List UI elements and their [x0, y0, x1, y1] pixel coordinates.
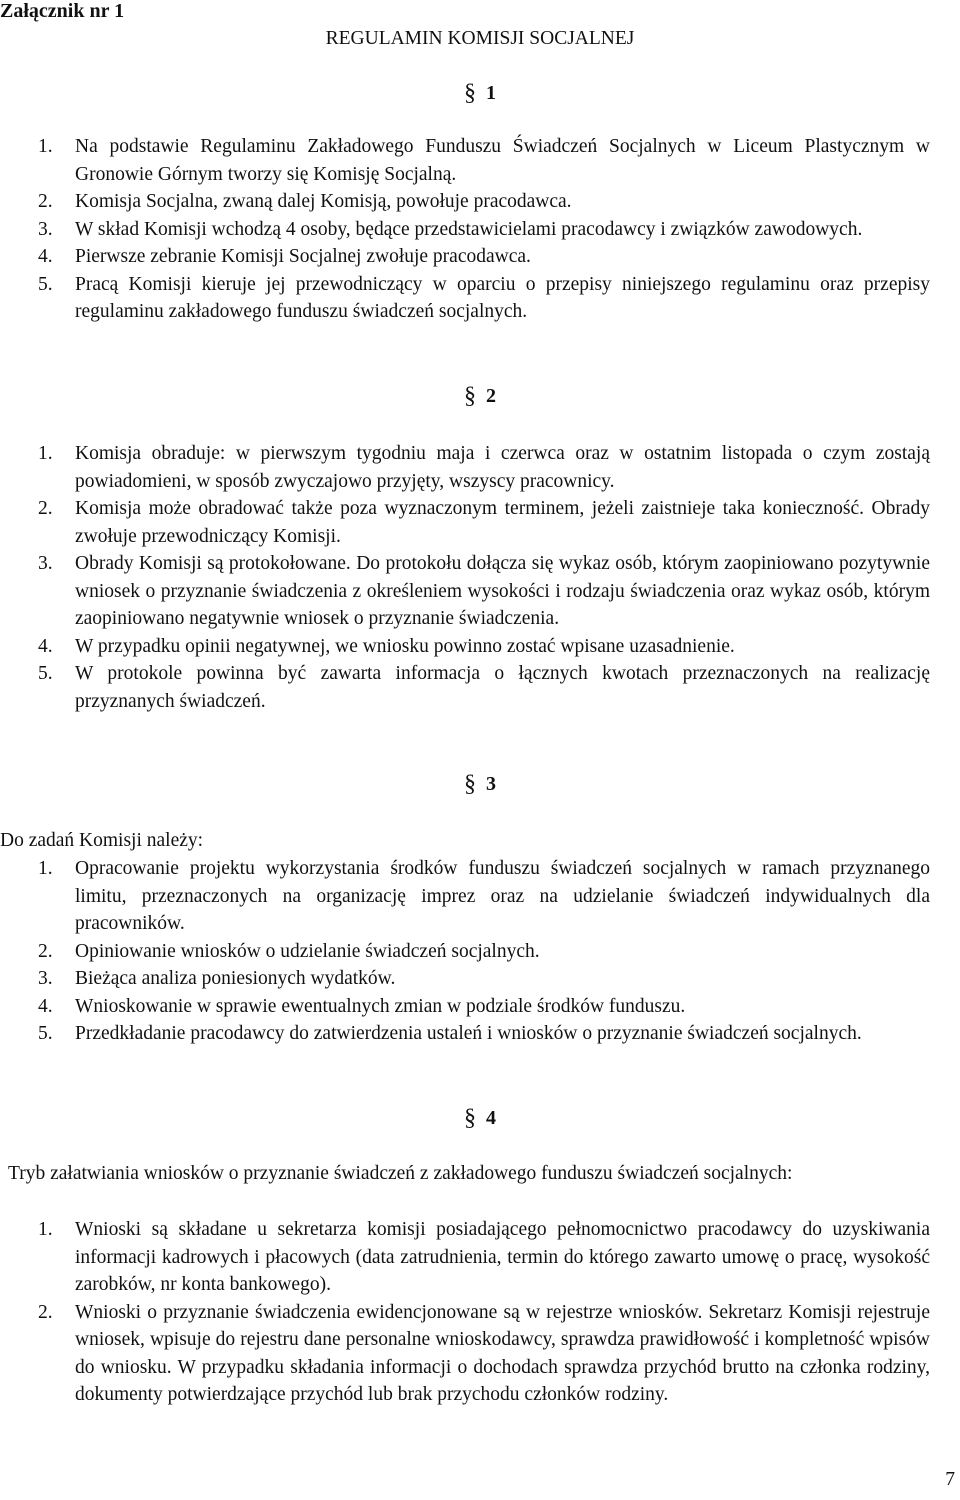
section-3-list: [0, 855, 930, 1048]
list-item: [0, 1216, 930, 1299]
document-title-text: REGULAMIN KOMISJI SOCJALNEJ: [325, 28, 635, 49]
item-number: 2.: [38, 498, 53, 519]
item-number: 4.: [38, 995, 53, 1017]
item-text: W protokole powinna być zawarta informacja o łącznych kwotach przeznaczonych na realizację przyznanych świadczeń.: [75, 663, 930, 712]
list-item: [0, 216, 930, 244]
section-number: 1: [486, 82, 496, 104]
attachment-label: Załącznik nr 1: [0, 0, 125, 22]
list-item: [0, 633, 930, 661]
section-heading-2: [0, 383, 960, 411]
page-number: 7: [945, 1469, 955, 1490]
item-number: 5.: [38, 273, 53, 295]
item-text: Przedkładanie pracodawcy do zatwierdzenia ustaleń i wniosków o przyznanie świadczeń socjalnych.: [75, 1023, 862, 1044]
document-title: [0, 25, 960, 53]
section-2-list: [0, 440, 930, 715]
item-text: Bieżąca analiza poniesionych wydatków.: [75, 968, 396, 989]
list-item: [0, 965, 930, 993]
list-item: [0, 243, 930, 271]
section-heading-3: [0, 771, 960, 799]
item-text: Wnioski o przyznanie świadczenia ewidencjonowane są w rejestrze wniosków. Sekretarz Komisji rejestruje wniosek, wpisuje do rejestru dane personalne wnioskodawcy, sprawdza prawidłowość i kompletność wpisów do wniosku. W przypadku składania informacji o dochodach sprawdza przychód brutto na członka rodziny, dokumenty potwierdzające przychód lub brak przychodu członków rodziny.: [75, 1301, 930, 1405]
section-4-intro: Tryb załatwiania wniosków o przyznanie świadczeń z zakładowego funduszu świadczeń socjalnych:: [8, 1163, 793, 1184]
item-number: 2.: [38, 1301, 53, 1323]
item-number: 3.: [38, 218, 53, 240]
section-sign-icon: §: [464, 383, 476, 409]
item-number: 5.: [38, 1023, 53, 1044]
section-sign-icon: §: [464, 1105, 476, 1131]
section-number: 4: [486, 1107, 496, 1129]
item-number: 4.: [38, 635, 53, 657]
item-text: Komisja Socjalna, zwaną dalej Komisją, powołuje pracodawca.: [75, 191, 572, 212]
item-text: W skład Komisji wchodzą 4 osoby, będące przedstawicielami pracodawcy i związków zawodowych.: [75, 218, 863, 240]
list-item: [0, 938, 930, 966]
item-number: 1.: [38, 1219, 53, 1240]
section-1-list: [0, 133, 930, 326]
item-text: Na podstawie Regulaminu Zakładowego Funduszu Świadczeń Socjalnych w Liceum Plastycznym w Gronowie Górnym tworzy się Komisję Socjalną.: [75, 136, 930, 185]
list-item: [0, 440, 930, 495]
item-number: 3.: [38, 968, 53, 989]
item-text: Pracą Komisji kieruje jej przewodniczący w oparciu o przepisy niniejszego regulaminu oraz przepisy regulaminu zakładowego funduszu świadczeń socjalnych.: [75, 273, 930, 322]
list-item: [0, 1299, 930, 1409]
list-item: [0, 133, 930, 188]
item-text: Opracowanie projektu wykorzystania środków funduszu świadczeń socjalnych w ramach przyznanego limitu, przeznaczonych na organizację imprez oraz na udzielanie świadczeń indywidualnych dla pracowników.: [75, 858, 930, 934]
list-item: [0, 993, 930, 1021]
item-number: 1.: [38, 443, 53, 464]
list-item: [0, 1020, 930, 1048]
list-item: [0, 271, 930, 326]
section-3-intro: Do zadań Komisji należy:: [0, 830, 204, 851]
item-number: 1.: [38, 136, 53, 157]
list-item: [0, 855, 930, 938]
item-text: W przypadku opinii negatywnej, we wniosku powinno zostać wpisane uzasadnienie.: [75, 635, 735, 657]
item-text: Opiniowanie wniosków o udzielanie świadczeń socjalnych.: [75, 940, 540, 962]
section-number: 3: [486, 773, 496, 795]
list-item: [0, 550, 930, 633]
list-item: [0, 495, 930, 550]
list-item: [0, 660, 930, 715]
section-sign-icon: §: [464, 771, 476, 797]
section-heading-4: [0, 1105, 960, 1133]
section-heading-1: [0, 80, 960, 108]
section-number: 2: [486, 385, 496, 407]
item-number: 1.: [38, 858, 53, 879]
item-number: 5.: [38, 663, 53, 684]
item-text: Komisja może obradować także poza wyznaczonym terminem, jeżeli zaistnieje taka konieczność. Obrady zwołuje przewodniczący Komisji.: [75, 498, 930, 547]
item-number: 2.: [38, 940, 53, 962]
item-text: Komisja obraduje: w pierwszym tygodniu maja i czerwca oraz w ostatnim listopada o czym zostają powiadomieni, w sposób zwyczajowo przyjęty, wszyscy pracownicy.: [75, 443, 930, 492]
item-number: 3.: [38, 553, 53, 574]
item-text: Wnioskowanie w sprawie ewentualnych zmian w podziale środków funduszu.: [75, 995, 686, 1017]
section-4-list: [0, 1216, 930, 1409]
section-sign-icon: §: [464, 80, 476, 106]
item-text: Wnioski są składane u sekretarza komisji posiadającego pełnomocnictwo pracodawcy do uzyskiwania informacji kadrowych i płacowych (data zatrudnienia, termin do którego zawarto umowę o pracę, wysokość zarobków, nr konta bankowego).: [75, 1219, 930, 1295]
item-text: Pierwsze zebranie Komisji Socjalnej zwołuje pracodawca.: [75, 246, 531, 267]
item-number: 2.: [38, 191, 53, 212]
list-item: [0, 188, 930, 216]
item-text: Obrady Komisji są protokołowane. Do protokołu dołącza się wykaz osób, którym zaopiniowano pozytywnie wniosek o przyznanie świadczenia z określeniem wysokości i rodzaju świadczenia oraz wykaz osób, którym zaopiniowano negatywnie wniosek o przyznanie świadczenia.: [75, 553, 930, 629]
item-number: 4.: [38, 246, 53, 267]
